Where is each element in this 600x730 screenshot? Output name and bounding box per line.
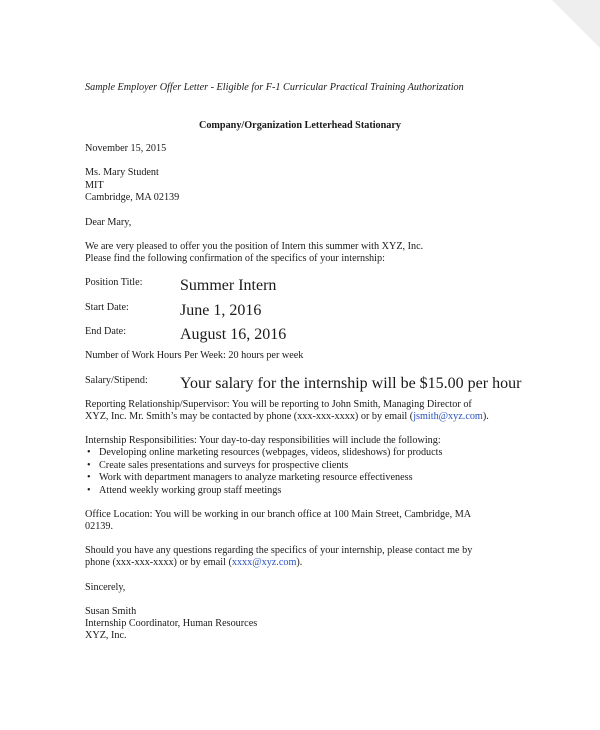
start-date-label: Start Date: [85,302,129,313]
salary-value: Your salary for the internship will be $15.00 per hour [180,375,522,392]
signer-company: XYZ, Inc. [85,630,127,641]
responsibilities-heading: Internship Responsibilities: Your day-to-day responsibilities will include the following: [85,435,441,446]
letter-date: November 15, 2015 [85,143,167,154]
end-date-value: August 16, 2016 [180,326,287,343]
salary-label: Salary/Stipend: [85,375,148,386]
page-corner-fold [552,0,600,48]
signer-name: Susan Smith [85,606,137,617]
work-hours: Number of Work Hours Per Week: 20 hours per week [85,350,304,361]
closing: Sincerely, [85,582,126,593]
supervisor-email-link[interactable]: jsmith@xyz.com [413,411,483,422]
intro-line-1: We are very pleased to offer you the position of Intern this summer with XYZ, Inc. [85,241,424,252]
responsibilities-list-wrapper [85,447,442,497]
questions-line-2 [85,557,302,570]
list-item: • Attend weekly working group staff meetings [85,485,442,498]
responsibilities-list [85,447,442,497]
reporting-line-1: Reporting Relationship/Supervisor: You will be reporting to John Smith, Managing Director of [85,399,472,410]
questions-line-2-end: ). [296,557,303,568]
recipient-name: Ms. Mary Student [85,167,159,178]
end-date-label: End Date: [85,326,127,337]
reporting-line-2-end: ). [482,411,489,422]
list-item: • Work with department managers to analyze marketing resource effectiveness [85,472,442,485]
position-row [85,277,142,290]
salutation: Dear Mary, [85,217,132,228]
intro-line-2: Please find the following confirmation of the specifics of your internship: [85,253,385,264]
list-item: • Create sales presentations and surveys for prospective clients [85,460,442,473]
recipient-org: MIT [85,180,104,191]
office-line-2: 02139. [85,521,114,532]
reporting-line-2-text: XYZ, Inc. Mr. Smith’s may be contacted by phone (xxx-xxx-xxxx) or by email ( [85,411,414,422]
start-date-value: June 1, 2016 [180,302,262,319]
list-item: • Developing online marketing resources (webpages, videos, slideshows) for products [85,447,442,460]
position-label: Position Title: [85,277,143,288]
office-line-1: Office Location: You will be working in our branch office at 100 Main Street, Cambridge, MA [85,509,472,520]
contact-email-link[interactable]: xxxx@xyz.com [231,557,297,568]
letterhead-title: Company/Organization Letterhead Stationary [198,120,402,131]
header-note: Sample Employer Offer Letter - Eligible for F-1 Curricular Practical Training Authorization [85,82,464,93]
signer-title: Internship Coordinator, Human Resources [85,618,258,629]
position-value: Summer Intern [180,277,277,294]
questions-line-2-text: phone (xxx-xxx-xxxx) or by email ( [85,557,232,568]
reporting-line-2 [85,411,489,424]
recipient-city: Cambridge, MA 02139 [85,192,180,203]
questions-line-1: Should you have any questions regarding the specifics of your internship, please contact me by [85,545,473,556]
